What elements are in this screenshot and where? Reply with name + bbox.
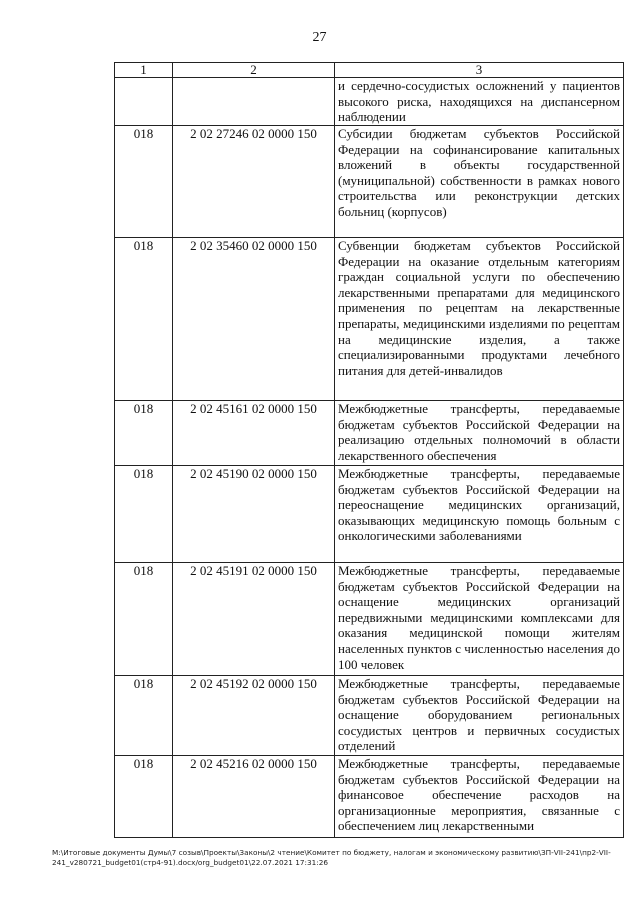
budget-code-cell: 2 02 45192 02 0000 150 [173,676,335,756]
admin-code-cell: 018 [115,563,173,676]
table-row [115,676,624,756]
budget-code-cell: 2 02 45216 02 0000 150 [173,756,335,838]
budget-code-cell [173,78,335,126]
admin-code-cell: 018 [115,676,173,756]
file-path-footer: M:\Итоговые документы Думы\7 созыв\Проекты\Законы\2 чтение\Комитет по бюджету, налогам и экономическому развитию\ЗП-VII-241\пр2-VII-241_v280721_budget01(стр4-91).docx/org_budget01\22.07.2021 17:31:26 [52,848,611,867]
description-cell: Межбюджетные трансферты, передаваемые бюджетам субъектов Российской Федерации на оснащение медицинских организаций передвижными медицинскими комплексами для оказания медицинской помощи жителям населенных пунктов с численностью населения до 100 человек [335,563,624,676]
description-cell: Субвенции бюджетам субъектов Российской Федерации на оказание отдельным категориям граждан социальной услуги по обеспечению лекарственными препаратами для медицинского применения по рецептам на лекарственные препараты, медицинскими изделиями по рецептам на медицинские изделия, а также специализированными продуктами лечебного питания для детей-инвалидов [335,238,624,401]
budget-code-cell: 2 02 45161 02 0000 150 [173,401,335,466]
table-row [115,563,624,676]
table-row [115,126,624,238]
description-cell: Межбюджетные трансферты, передаваемые бюджетам субъектов Российской Федерации на оснащение оборудованием региональных сосудистых центров и первичных сосудистых отделений [335,676,624,756]
table-row [115,401,624,466]
admin-code-cell: 018 [115,238,173,401]
description-cell: Межбюджетные трансферты, передаваемые бюджетам субъектов Российской Федерации на переоснащение медицинских организаций, оказывающих медицинскую помощь больным с онкологическими заболеваниями [335,466,624,563]
budget-code-cell: 2 02 45191 02 0000 150 [173,563,335,676]
budget-code-cell: 2 02 27246 02 0000 150 [173,126,335,238]
budget-code-cell: 2 02 45190 02 0000 150 [173,466,335,563]
admin-code-cell: 018 [115,756,173,838]
header-col-1: 1 [115,63,173,78]
table-row [115,756,624,838]
admin-code-cell: 018 [115,466,173,563]
admin-code-cell [115,78,173,126]
admin-code-cell: 018 [115,126,173,238]
header-col-2: 2 [173,63,335,78]
description-cell: Межбюджетные трансферты, передаваемые бюджетам субъектов Российской Федерации на финансовое обеспечение расходов на организационные мероприятия, связанные с обеспечением лиц лекарственными [335,756,624,838]
table-header-row [115,63,624,78]
table-row [115,238,624,401]
table-row [115,466,624,563]
budget-code-cell: 2 02 35460 02 0000 150 [173,238,335,401]
table-row [115,78,624,126]
page-number: 27 [312,30,327,45]
admin-code-cell: 018 [115,401,173,466]
description-cell: и сердечно-сосудистых осложнений у пациентов высокого риска, находящихся на диспансерном наблюдении [335,78,624,126]
budget-codes-table [114,62,624,838]
description-cell: Субсидии бюджетам субъектов Российской Федерации на софинансирование капитальных вложений в объекты государственной (муниципальной) собственности в рамках нового строительства или реконструкции детских больниц (корпусов) [335,126,624,238]
header-col-3: 3 [335,63,624,78]
description-cell: Межбюджетные трансферты, передаваемые бюджетам субъектов Российской Федерации на реализацию отдельных полномочий в области лекарственного обеспечения [335,401,624,466]
